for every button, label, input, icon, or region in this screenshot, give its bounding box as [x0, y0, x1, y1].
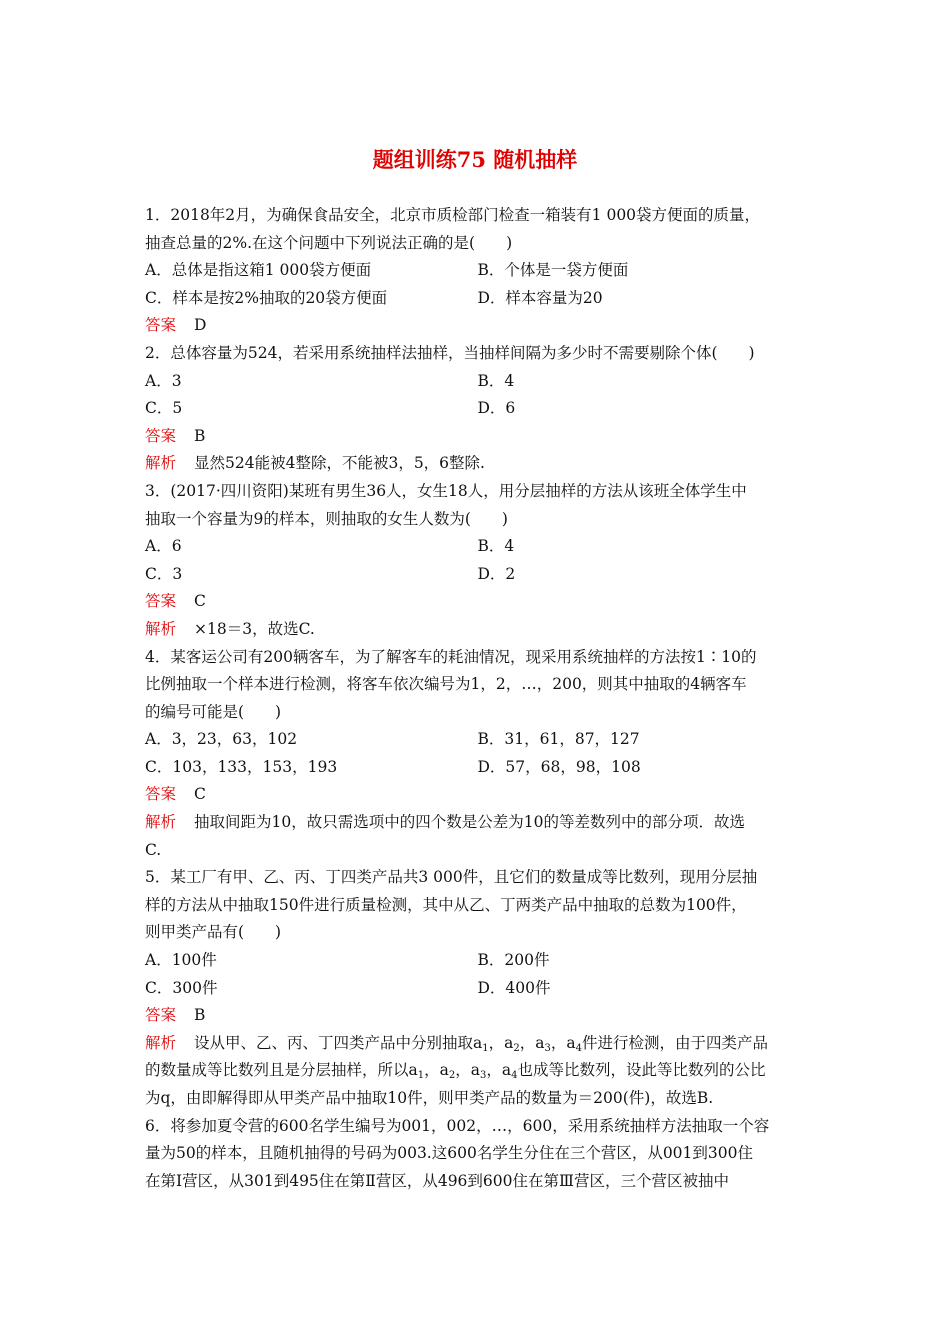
question-6-stem-line-2: 量为50的样本，且随机抽得的号码为003.这600名学生分住在三个营区，从001到300住	[145, 1144, 753, 1163]
option-a: A．3，23，63，102	[145, 730, 298, 749]
question-3-stem-line-1: 3．(2017·四川资阳)某班有男生36人，女生18人，用分层抽样的方法从该班全体学生中	[145, 481, 747, 500]
subscript: 3	[544, 1042, 551, 1054]
option-a: A．6	[145, 537, 182, 556]
option-c: C．300件	[145, 978, 218, 997]
question-5-options-row-2	[145, 975, 810, 1003]
option-d: D．6	[477, 399, 516, 418]
question-5-stem-line-1: 5．某工厂有甲、乙、丙、丁四类产品共3 000件，且它们的数量成等比数列，现用分层抽	[145, 868, 758, 887]
answer-label: 答案	[145, 316, 177, 335]
answer-value: C	[194, 785, 206, 804]
question-4-analysis	[145, 809, 810, 837]
analysis-label: 解析	[145, 454, 177, 473]
answer-value: B	[194, 1006, 206, 1025]
option-b: B．4	[477, 371, 515, 390]
answer-value: D	[194, 316, 207, 335]
answer-label: 答案	[145, 785, 177, 804]
question-2-answer	[145, 423, 810, 451]
analysis-text: ，a	[519, 1033, 545, 1052]
question-5-analysis-line-2	[145, 1057, 810, 1085]
answer-value: B	[194, 426, 206, 445]
question-4-stem-line-2: 比例抽取一个样本进行检测，将客车依次编号为1，2，…，200，则其中抽取的4辆客车	[145, 675, 747, 694]
question-3-options-row-1	[145, 533, 810, 561]
question-5-analysis-line-3: 为q，由即解得即从甲类产品中抽取10件，则甲类产品的数量为＝200(件)，故选B.	[145, 1089, 714, 1107]
option-c: C．样本是按2%抽取的20袋方便面	[145, 288, 388, 307]
question-1-stem-line-1: 1．2018年2月，为确保食品安全，北京市质检部门检查一箱装有1 000袋方便面的质量，	[145, 206, 761, 224]
option-a: A．3	[145, 371, 182, 390]
option-a: A．总体是指这箱1 000袋方便面	[145, 261, 372, 280]
question-5-analysis-line-1	[145, 1030, 810, 1058]
question-5-stem-line-3: 则甲类产品有( )	[145, 923, 282, 942]
question-2-options-row-2	[145, 395, 810, 423]
subscript: 4	[511, 1070, 518, 1082]
question-1-options-row-2	[145, 285, 810, 313]
question-5-options-row-1	[145, 947, 810, 975]
analysis-text: 设从甲、乙、丙、丁四类产品中分别抽取a	[194, 1033, 483, 1052]
subscript: 1	[482, 1042, 489, 1054]
page-title: 题组训练75 随机抽样	[372, 147, 578, 172]
answer-label: 答案	[145, 1006, 177, 1025]
question-3-answer	[145, 588, 810, 616]
analysis-text: ，a	[424, 1061, 449, 1080]
analysis-label: 解析	[145, 813, 177, 832]
subscript: 1	[417, 1070, 425, 1082]
subscript: 2	[513, 1042, 520, 1054]
question-4-answer	[145, 781, 810, 809]
question-5-stem-line-2: 样的方法从中抽取150件进行质量检测，其中从乙、丁两类产品中抽取的总数为100件，	[145, 895, 747, 914]
question-2-options-row-1	[145, 368, 810, 396]
option-c: C．103，133，153，193	[145, 757, 338, 776]
analysis-text: 显然524能被4整除，不能被3，5，6整除.	[194, 454, 485, 473]
question-3-analysis	[145, 616, 810, 644]
option-c: C．5	[145, 399, 183, 418]
option-b: B．4	[477, 537, 515, 556]
question-4-options-row-2	[145, 754, 810, 782]
question-4-stem-line-3: 的编号可能是( )	[145, 702, 282, 721]
question-5-answer	[145, 1002, 810, 1030]
option-d: D．400件	[477, 978, 551, 997]
analysis-text: 件进行检测，由于四类产品	[582, 1033, 769, 1052]
question-1-answer	[145, 312, 810, 340]
option-d: D．样本容量为20	[477, 288, 603, 307]
option-a: A．100件	[145, 951, 217, 970]
option-b: B．31，61，87，127	[477, 730, 640, 749]
analysis-text: 也成等比数列，设此等比数列的公比	[517, 1061, 766, 1080]
option-b: B．个体是一袋方便面	[477, 261, 629, 280]
analysis-text: ，a	[550, 1033, 576, 1052]
question-1-stem-line-2: 抽查总量的2%.在这个问题中下列说法正确的是( )	[145, 233, 513, 252]
question-3-stem-line-2: 抽取一个容量为9的样本，则抽取的女生人数为( )	[145, 509, 508, 528]
option-d: D．57，68，98，108	[477, 757, 641, 776]
question-4-stem-line-1: 4．某客运公司有200辆客车，为了解客车的耗油情况，现采用系统抽样的方法按1∶10的	[145, 647, 757, 666]
question-4-options-row-1	[145, 726, 810, 754]
option-d: D．2	[477, 564, 516, 583]
analysis-text: ，a	[455, 1061, 480, 1080]
option-c: C．3	[145, 564, 183, 583]
question-6-stem-line-3: 在第Ⅰ营区，从301到495住在第Ⅱ营区，从496到600住在第Ⅲ营区，三个营区被抽中	[145, 1171, 729, 1190]
question-2-stem-line-1: 2．总体容量为524，若采用系统抽样法抽样，当抽样间隔为多少时不需要剔除个体( )	[145, 343, 755, 362]
analysis-text: 抽取间距为10，故只需选项中的四个数是公差为10的等差数列中的部分项．故选	[194, 813, 745, 832]
subscript: 2	[448, 1070, 456, 1082]
question-1-options-row-1	[145, 257, 810, 285]
question-6-stem-line-1: 6．将参加夏令营的600名学生编号为001，002，…，600，采用系统抽样方法抽取一个容	[145, 1116, 770, 1135]
answer-label: 答案	[145, 592, 177, 611]
question-list	[145, 202, 810, 1195]
analysis-text: ×18＝3，故选C.	[194, 619, 315, 638]
option-b: B．200件	[477, 951, 550, 970]
answer-value: C	[194, 592, 206, 611]
question-2-analysis	[145, 450, 810, 478]
analysis-label: 解析	[145, 619, 177, 638]
analysis-text: ，a	[488, 1033, 514, 1052]
question-4-analysis-cont: C.	[145, 840, 162, 859]
analysis-text: ，a	[486, 1061, 512, 1080]
analysis-label: 解析	[145, 1033, 177, 1052]
question-3-options-row-2	[145, 561, 810, 589]
subscript: 4	[575, 1042, 583, 1054]
subscript: 3	[480, 1070, 487, 1082]
answer-label: 答案	[145, 426, 177, 445]
analysis-text: 的数量成等比数列且是分层抽样，所以a	[145, 1061, 418, 1080]
